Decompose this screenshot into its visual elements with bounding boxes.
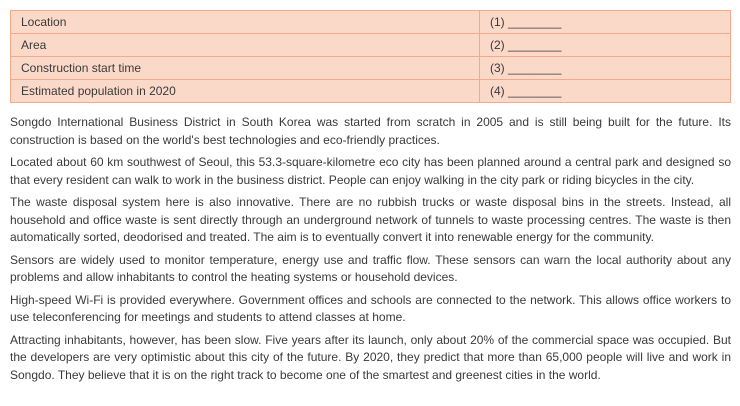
table-row [11, 11, 731, 34]
answer-blank: (4) ________ [480, 80, 731, 103]
info-table [10, 10, 731, 103]
answer-blank: (2) ________ [480, 34, 731, 57]
row-label: Area [11, 34, 480, 57]
table-row [11, 34, 731, 57]
table-row [11, 80, 731, 103]
paragraph-population: Attracting inhabitants, however, has been slow. Five years after its launch, only about 20% of the commercial space was occupied. But the developers are very optimistic about this city of the future. By 2020, they predict that more than 65,000 people will live and work in Songdo. They believe that it is on the right track to become one of the smartest and greenest cities in the world. [10, 332, 731, 382]
row-label: Construction start time [11, 57, 480, 80]
paragraph-location: Located about 60 km southwest of Seoul, this 53.3-square-kilometre eco city has been planned around a central park and designed so that every resident can walk to work in the business district. People can enjoy walking in the city park or riding bicycles in the city. [10, 155, 731, 187]
row-label: Location [11, 11, 480, 34]
paragraph-wifi: High-speed Wi-Fi is provided everywhere. Government offices and schools are connected to the network. This allows office workers to use teleconferencing for meetings and students to attend classes at home. [10, 292, 731, 324]
answer-blank: (3) ________ [480, 57, 731, 80]
row-label: Estimated population in 2020 [11, 80, 480, 103]
answer-blank: (1) ________ [480, 11, 731, 34]
paragraph-intro: Songdo International Business District in South Korea was started from scratch in 2005 and is still being built for the future. Its construction is based on the world's best technologies and eco-friendly practices. [10, 115, 731, 147]
article-body [10, 114, 731, 389]
paragraph-waste: The waste disposal system here is also innovative. There are no rubbish trucks or waste disposal bins in the streets. Instead, all household and office waste is sent directly through an underground network of tunnels to waste processing centres. The waste is then automatically sorted, deodorised and treated. The aim is to eventually convert it into renewable energy for the community. [10, 195, 731, 244]
paragraph-sensors: Sensors are widely used to monitor temperature, energy use and traffic flow. These sensors can warn the local authority about any problems and allow inhabitants to control the heating systems or household devices. [10, 252, 731, 284]
table-row [11, 57, 731, 80]
